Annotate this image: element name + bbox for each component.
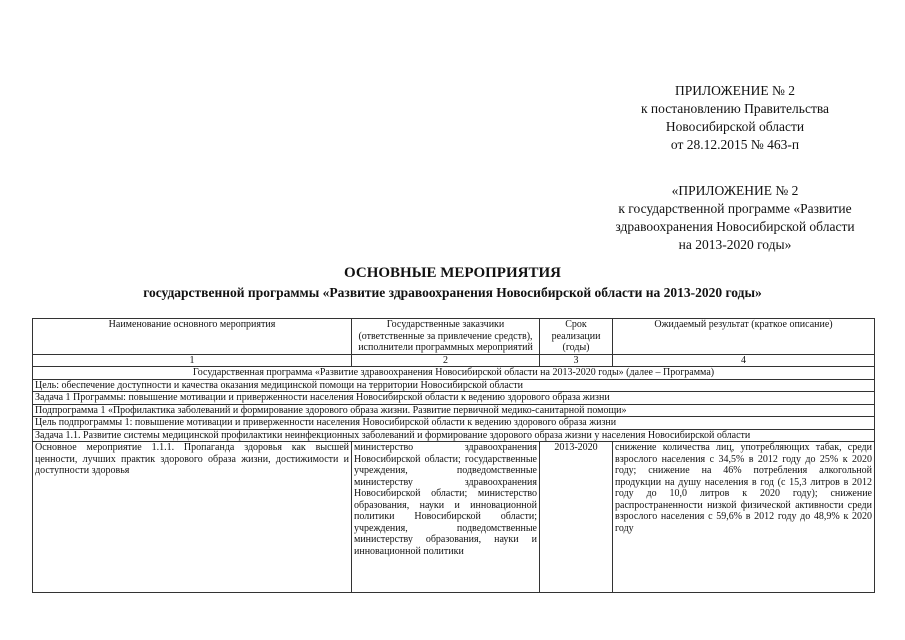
goal-row: Цель: обеспечение доступности и качества оказания медицинской помощи на территории Новосибирской области [33,379,875,392]
document-subtitle: государственной программы «Развитие здравоохранения Новосибирской области на 2013-2020 годы» [143,285,762,300]
table-row [33,429,875,442]
column-number-row [33,354,875,367]
program-row: Государственная программа «Развитие здравоохранения Новосибирской области на 2013-2020 годы» (далее – Программа) [33,367,875,380]
table-row [33,367,875,380]
column-number: 1 [33,354,352,367]
subprogram-row: Подпрограмма 1 «Профилактика заболеваний и формирование здорового образа жизни. Развитие первичной медико-санитарной помощи» [33,404,875,417]
table-row [33,442,875,593]
table-header-row [33,319,875,355]
measure-name-cell: Основное мероприятие 1.1.1. Пропаганда здоровья как высшей ценности, лучших практик здорового образа жизни, достижимости и доступности здоровья [33,442,352,593]
appendix-line: ПРИЛОЖЕНИЕ № 2 [674,83,796,98]
appendix-line: от 28.12.2015 № 463-п [670,137,800,152]
appendix-line: к государственной программе «Развитие [618,201,852,216]
subgoal-row: Цель подпрограммы 1: повышение мотивации и приверженности населения Новосибирской области к ведению здорового образа жизни [33,417,875,430]
table-row [33,392,875,405]
column-header: Наименование основного мероприятия [33,319,352,355]
appendix-line: здравоохранения Новосибирской области [615,219,855,234]
document-title: ОСНОВНЫЕ МЕРОПРИЯТИЯ [344,265,561,281]
appendix-line: на 2013-2020 годы» [678,237,792,252]
table-row [33,417,875,430]
column-number: 4 [613,354,875,367]
subtask-row: Задача 1.1. Развитие системы медицинской профилактики неинфекционных заболеваний и формирование здорового образа жизни у населения Новосибирской области [33,429,875,442]
column-header: Ожидаемый результат (краткое описание) [613,319,875,355]
appendix-line: «ПРИЛОЖЕНИЕ № 2 [671,183,799,198]
appendix-header-program [585,182,885,254]
column-header: Срок реализации (годы) [540,319,613,355]
column-number: 2 [352,354,540,367]
measure-executors-cell: министерство здравоохранения Новосибирской области; государственные учреждения, подведомственные министерству здравоохранения Новосибирской области; министерство образования, науки и инновационной политики Новосибирской области; учреждения, подведомственные министерству образования, науки и инновационной политики [352,442,540,593]
measure-period-cell: 2013-2020 [540,442,613,593]
column-number: 3 [540,354,613,367]
appendix-line: Новосибирской области [665,119,805,134]
task-row: Задача 1 Программы: повышение мотивации и приверженности населения Новосибирской области к ведению здорового образа жизни [33,392,875,405]
appendix-header-resolution [600,82,870,154]
appendix-line: к постановлению Правительства [640,101,830,116]
measure-result-cell: снижение количества лиц, употребляющих табак, среди взрослого населения с 34,5% в 2012 году до 25% к 2020 году; снижение на 46% потребления алкогольной продукции на душу населения в год (с 15,3 литров в 2012 году до 10,0 литров к 2020 году); снижение распространенности низкой физической активности среди взрослого населения с 59,6% в 2012 году до 48,9% к 2020 году [613,442,875,593]
column-header: Государственные заказчики (ответственные за привлечение средств), исполнители программных мероприятий [352,319,540,355]
table-row [33,379,875,392]
table-row [33,404,875,417]
measures-table [32,318,875,593]
